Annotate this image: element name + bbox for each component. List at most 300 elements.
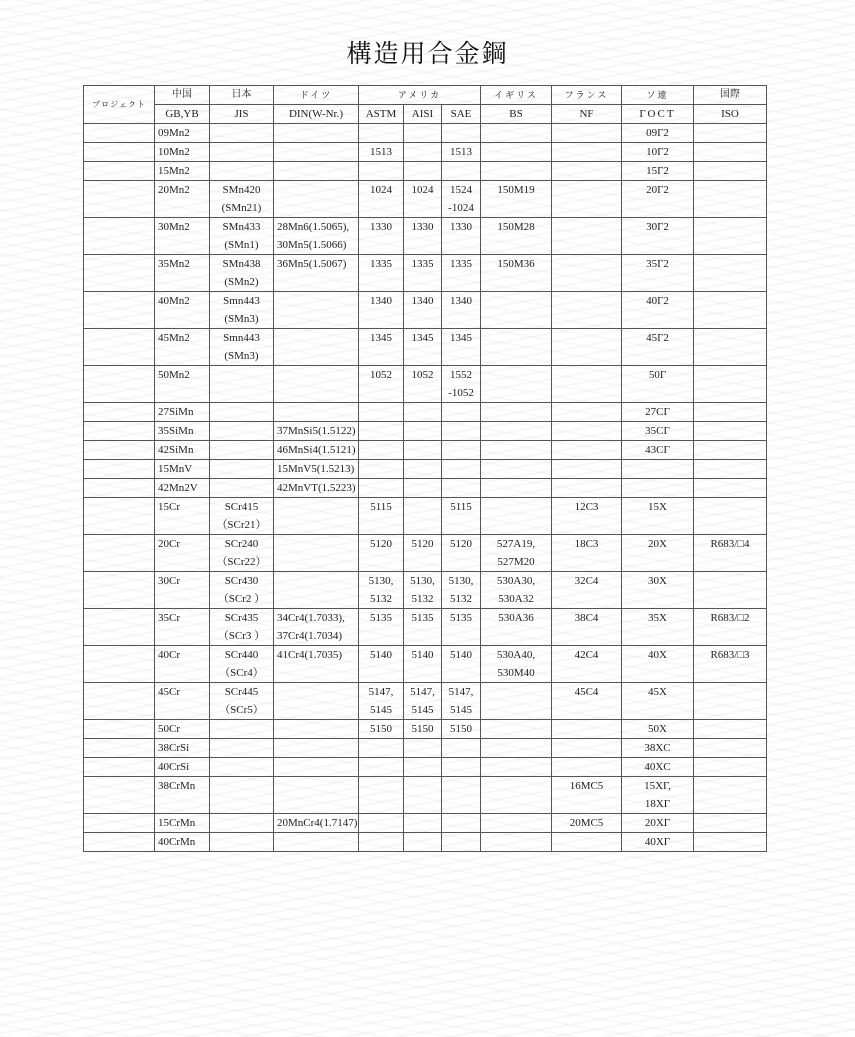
nf-cell <box>552 143 622 162</box>
aisi-cell <box>404 162 442 181</box>
project-cell <box>84 218 155 237</box>
nf-cell <box>552 124 622 143</box>
astm-cell: 5132 <box>359 590 404 609</box>
iso-cell <box>694 701 767 720</box>
jis-cell: Smn443 <box>210 329 274 348</box>
din-cell <box>274 664 359 683</box>
gb-cell <box>155 347 210 366</box>
gost-cell: 50Г <box>622 366 694 385</box>
gost-cell: 43СГ <box>622 441 694 460</box>
aisi-cell <box>404 273 442 292</box>
astm-cell <box>359 273 404 292</box>
aisi-cell <box>404 498 442 517</box>
astm-cell: 1024 <box>359 181 404 200</box>
astm-cell <box>359 403 404 422</box>
gost-cell: 09Г2 <box>622 124 694 143</box>
nf-cell <box>552 441 622 460</box>
gb-cell <box>155 236 210 255</box>
project-cell <box>84 422 155 441</box>
aisi-cell <box>404 124 442 143</box>
jis-cell: (SMn1) <box>210 236 274 255</box>
aisi-cell: 5120 <box>404 535 442 554</box>
sae-header: SAE <box>442 105 481 124</box>
astm-cell <box>359 162 404 181</box>
gb-cell <box>155 273 210 292</box>
gb-cell: 20Mn2 <box>155 181 210 200</box>
japan-header: 日本 <box>210 86 274 105</box>
sae-cell: 1524 <box>442 181 481 200</box>
table-row <box>84 516 767 535</box>
project-cell <box>84 739 155 758</box>
sae-cell <box>442 422 481 441</box>
jis-cell <box>210 777 274 796</box>
astm-cell <box>359 795 404 814</box>
project-header: プロジェクト <box>84 86 155 124</box>
iso-cell <box>694 162 767 181</box>
bs-cell: 527M20 <box>481 553 552 572</box>
gost-cell: 45X <box>622 683 694 702</box>
gost-cell: 40Г2 <box>622 292 694 311</box>
project-cell <box>84 701 155 720</box>
bs-cell: 530M40 <box>481 664 552 683</box>
table-row <box>84 627 767 646</box>
sae-cell: 5147, <box>442 683 481 702</box>
iso-cell <box>694 403 767 422</box>
nf-cell <box>552 627 622 646</box>
iso-cell <box>694 329 767 348</box>
nf-cell <box>552 273 622 292</box>
table-row <box>84 758 767 777</box>
china-header: 中国 <box>155 86 210 105</box>
jis-cell <box>210 384 274 403</box>
sae-cell <box>442 441 481 460</box>
astm-cell: 5147, <box>359 683 404 702</box>
iso-cell <box>694 310 767 329</box>
din-cell <box>274 701 359 720</box>
astm-cell <box>359 664 404 683</box>
gb-cell: 30Cr <box>155 572 210 591</box>
iso-cell <box>694 777 767 796</box>
nf-cell <box>552 181 622 200</box>
astm-cell <box>359 460 404 479</box>
din-cell <box>274 516 359 535</box>
astm-cell: 5130, <box>359 572 404 591</box>
aisi-cell <box>404 739 442 758</box>
sae-cell <box>442 479 481 498</box>
gb-cell: 20Cr <box>155 535 210 554</box>
sae-cell: -1024 <box>442 199 481 218</box>
jis-cell <box>210 720 274 739</box>
project-cell <box>84 181 155 200</box>
france-header: フランス <box>552 86 622 105</box>
astm-cell <box>359 310 404 329</box>
nf-cell <box>552 590 622 609</box>
sae-cell <box>442 758 481 777</box>
bs-cell <box>481 498 552 517</box>
gost-cell: 35X <box>622 609 694 628</box>
table-row <box>84 720 767 739</box>
bs-cell <box>481 124 552 143</box>
bs-cell <box>481 292 552 311</box>
aisi-cell <box>404 627 442 646</box>
astm-cell: 5115 <box>359 498 404 517</box>
gost-cell <box>622 347 694 366</box>
nf-cell <box>552 701 622 720</box>
project-cell <box>84 646 155 665</box>
nf-cell <box>552 347 622 366</box>
project-cell <box>84 347 155 366</box>
iso-cell <box>694 720 767 739</box>
jis-cell <box>210 124 274 143</box>
project-cell <box>84 441 155 460</box>
table-row <box>84 590 767 609</box>
gost-cell <box>622 236 694 255</box>
din-cell <box>274 384 359 403</box>
aisi-cell: 1024 <box>404 181 442 200</box>
bs-cell: 150M19 <box>481 181 552 200</box>
gost-cell: 35СГ <box>622 422 694 441</box>
project-cell <box>84 199 155 218</box>
gost-cell <box>622 479 694 498</box>
iso-cell <box>694 553 767 572</box>
sae-cell <box>442 814 481 833</box>
sae-cell: 5135 <box>442 609 481 628</box>
sae-cell: -1052 <box>442 384 481 403</box>
gb-cell <box>155 795 210 814</box>
sae-cell <box>442 664 481 683</box>
project-cell <box>84 664 155 683</box>
din-cell <box>274 535 359 554</box>
project-cell <box>84 516 155 535</box>
jis-cell: SCr415 <box>210 498 274 517</box>
din-cell <box>274 310 359 329</box>
gb-cell: 45Cr <box>155 683 210 702</box>
gost-cell <box>622 664 694 683</box>
jis-cell <box>210 795 274 814</box>
sae-cell: 5140 <box>442 646 481 665</box>
aisi-cell: 5135 <box>404 609 442 628</box>
soviet-header: ソ連 <box>622 86 694 105</box>
sae-cell <box>442 162 481 181</box>
project-cell <box>84 609 155 628</box>
gb-cell: 38CrMn <box>155 777 210 796</box>
astm-cell: 1345 <box>359 329 404 348</box>
nf-cell <box>552 329 622 348</box>
gb-header: GB,YB <box>155 105 210 124</box>
gost-cell <box>622 273 694 292</box>
nf-cell <box>552 255 622 274</box>
table-row <box>84 199 767 218</box>
sae-cell <box>442 553 481 572</box>
nf-cell <box>552 758 622 777</box>
project-cell <box>84 572 155 591</box>
bs-cell: 530A32 <box>481 590 552 609</box>
table-row <box>84 553 767 572</box>
international-header: 国際 <box>694 86 767 105</box>
sae-cell <box>442 310 481 329</box>
gb-cell: 50Cr <box>155 720 210 739</box>
project-cell <box>84 535 155 554</box>
gost-cell <box>622 460 694 479</box>
aisi-cell <box>404 758 442 777</box>
nf-cell: 12C3 <box>552 498 622 517</box>
iso-cell <box>694 664 767 683</box>
iso-cell <box>694 441 767 460</box>
gb-cell <box>155 553 210 572</box>
sae-cell <box>442 347 481 366</box>
table-row <box>84 347 767 366</box>
project-cell <box>84 683 155 702</box>
sae-cell: 5132 <box>442 590 481 609</box>
nf-cell: 32C4 <box>552 572 622 591</box>
project-cell <box>84 720 155 739</box>
sae-cell <box>442 739 481 758</box>
gost-cell: 40XГ <box>622 833 694 852</box>
sae-cell: 5115 <box>442 498 481 517</box>
nf-header: NF <box>552 105 622 124</box>
astm-cell: 1335 <box>359 255 404 274</box>
jis-cell: SCr445 <box>210 683 274 702</box>
sae-cell <box>442 627 481 646</box>
table-row <box>84 162 767 181</box>
jis-cell <box>210 441 274 460</box>
project-cell <box>84 833 155 852</box>
project-cell <box>84 498 155 517</box>
astm-cell <box>359 347 404 366</box>
din-cell: 20MnCr4(1.7147) <box>274 814 359 833</box>
gost-cell <box>622 199 694 218</box>
iso-cell <box>694 199 767 218</box>
bs-cell <box>481 143 552 162</box>
bs-cell <box>481 273 552 292</box>
sae-cell <box>442 273 481 292</box>
sae-cell: 5150 <box>442 720 481 739</box>
gost-cell: 20Г2 <box>622 181 694 200</box>
project-cell <box>84 310 155 329</box>
sae-cell: 5145 <box>442 701 481 720</box>
sae-cell <box>442 516 481 535</box>
aisi-cell: 5132 <box>404 590 442 609</box>
gost-cell <box>622 701 694 720</box>
din-cell: 41Cr4(1.7035) <box>274 646 359 665</box>
jis-cell <box>210 143 274 162</box>
gb-cell: 40Cr <box>155 646 210 665</box>
bs-cell <box>481 479 552 498</box>
iso-cell <box>694 572 767 591</box>
uk-header: イギリス <box>481 86 552 105</box>
table-row <box>84 384 767 403</box>
din-cell <box>274 366 359 385</box>
bs-cell <box>481 236 552 255</box>
din-cell <box>274 347 359 366</box>
din-cell <box>274 758 359 777</box>
aisi-cell <box>404 479 442 498</box>
sae-cell: 1340 <box>442 292 481 311</box>
astm-cell <box>359 199 404 218</box>
jis-cell: （SCr21） <box>210 516 274 535</box>
bs-header: BS <box>481 105 552 124</box>
nf-cell: 42C4 <box>552 646 622 665</box>
nf-cell: 45C4 <box>552 683 622 702</box>
table-row <box>84 739 767 758</box>
table-row <box>84 143 767 162</box>
germany-header: ドイツ <box>274 86 359 105</box>
sae-cell <box>442 777 481 796</box>
aisi-cell: 5147, <box>404 683 442 702</box>
gost-cell <box>622 627 694 646</box>
jis-cell: SMn438 <box>210 255 274 274</box>
iso-cell <box>694 833 767 852</box>
gb-cell: 15Cr <box>155 498 210 517</box>
jis-cell <box>210 403 274 422</box>
table-row <box>84 403 767 422</box>
project-cell <box>84 553 155 572</box>
gb-cell: 27SiMn <box>155 403 210 422</box>
table-row <box>84 292 767 311</box>
nf-cell <box>552 292 622 311</box>
nf-cell: 18C3 <box>552 535 622 554</box>
gost-cell <box>622 310 694 329</box>
nf-cell: 38C4 <box>552 609 622 628</box>
jis-cell <box>210 833 274 852</box>
gost-header: ГОСТ <box>622 105 694 124</box>
astm-cell: 1052 <box>359 366 404 385</box>
project-cell <box>84 124 155 143</box>
gb-cell <box>155 701 210 720</box>
gb-cell: 15MnV <box>155 460 210 479</box>
astm-cell: 1513 <box>359 143 404 162</box>
jis-cell: (SMn2) <box>210 273 274 292</box>
astm-cell <box>359 124 404 143</box>
jis-cell <box>210 422 274 441</box>
nf-cell <box>552 795 622 814</box>
project-cell <box>84 777 155 796</box>
table-row <box>84 572 767 591</box>
astm-cell <box>359 777 404 796</box>
table-row <box>84 181 767 200</box>
astm-cell <box>359 516 404 535</box>
bs-cell <box>481 366 552 385</box>
nf-cell <box>552 664 622 683</box>
jis-cell <box>210 739 274 758</box>
jis-cell: SCr440 <box>210 646 274 665</box>
din-cell <box>274 683 359 702</box>
astm-cell: 5135 <box>359 609 404 628</box>
bs-cell <box>481 720 552 739</box>
din-cell: 34Cr4(1.7033), <box>274 609 359 628</box>
din-cell <box>274 498 359 517</box>
bs-cell <box>481 683 552 702</box>
aisi-cell: 1052 <box>404 366 442 385</box>
din-cell: 46MnSi4(1.5121) <box>274 441 359 460</box>
jis-cell <box>210 758 274 777</box>
aisi-cell <box>404 236 442 255</box>
bs-cell <box>481 739 552 758</box>
nf-cell <box>552 199 622 218</box>
gb-cell: 45Mn2 <box>155 329 210 348</box>
din-cell <box>274 329 359 348</box>
gost-cell <box>622 590 694 609</box>
bs-cell <box>481 347 552 366</box>
bs-cell <box>481 329 552 348</box>
bs-cell <box>481 384 552 403</box>
jis-cell: SCr240 <box>210 535 274 554</box>
gb-cell: 09Mn2 <box>155 124 210 143</box>
bs-cell <box>481 199 552 218</box>
iso-cell: R683/□4 <box>694 535 767 554</box>
gost-cell: 35Г2 <box>622 255 694 274</box>
iso-cell <box>694 422 767 441</box>
gost-cell: 15Г2 <box>622 162 694 181</box>
bs-cell <box>481 516 552 535</box>
aisi-cell <box>404 553 442 572</box>
aisi-cell: 5145 <box>404 701 442 720</box>
table-row <box>84 609 767 628</box>
iso-cell <box>694 795 767 814</box>
gost-cell: 40XC <box>622 758 694 777</box>
table-row <box>84 366 767 385</box>
gb-cell: 40Mn2 <box>155 292 210 311</box>
nf-cell <box>552 553 622 572</box>
astm-cell <box>359 441 404 460</box>
gb-cell: 42Mn2V <box>155 479 210 498</box>
aisi-cell <box>404 310 442 329</box>
iso-cell: R683/□2 <box>694 609 767 628</box>
iso-cell <box>694 292 767 311</box>
project-cell <box>84 627 155 646</box>
din-cell: 37MnSi5(1.5122) <box>274 422 359 441</box>
astm-header: ASTM <box>359 105 404 124</box>
iso-cell <box>694 460 767 479</box>
gb-cell <box>155 590 210 609</box>
table-row <box>84 310 767 329</box>
project-cell <box>84 255 155 274</box>
table-row <box>84 422 767 441</box>
bs-cell <box>481 795 552 814</box>
sae-cell: 1335 <box>442 255 481 274</box>
astm-cell <box>359 627 404 646</box>
sae-cell: 1513 <box>442 143 481 162</box>
astm-cell <box>359 384 404 403</box>
project-cell <box>84 162 155 181</box>
aisi-cell: 1330 <box>404 218 442 237</box>
bs-cell <box>481 627 552 646</box>
project-cell <box>84 460 155 479</box>
bs-cell <box>481 777 552 796</box>
table-row <box>84 441 767 460</box>
jis-cell: （SCr3 ） <box>210 627 274 646</box>
nf-cell <box>552 460 622 479</box>
astm-cell: 5145 <box>359 701 404 720</box>
table-row <box>84 701 767 720</box>
din-cell: 30Mn5(1.5066) <box>274 236 359 255</box>
aisi-cell <box>404 516 442 535</box>
header-row-countries <box>84 86 767 105</box>
iso-cell <box>694 498 767 517</box>
gost-cell: 45Г2 <box>622 329 694 348</box>
iso-cell <box>694 218 767 237</box>
gost-cell: 30Г2 <box>622 218 694 237</box>
table-row <box>84 218 767 237</box>
nf-cell <box>552 516 622 535</box>
din-cell: 42MnVT(1.5223) <box>274 479 359 498</box>
alloy-steel-table <box>83 85 767 852</box>
aisi-cell <box>404 199 442 218</box>
aisi-cell: 1345 <box>404 329 442 348</box>
gb-cell: 40CrSi <box>155 758 210 777</box>
gb-cell: 15Mn2 <box>155 162 210 181</box>
gost-cell: 27СГ <box>622 403 694 422</box>
